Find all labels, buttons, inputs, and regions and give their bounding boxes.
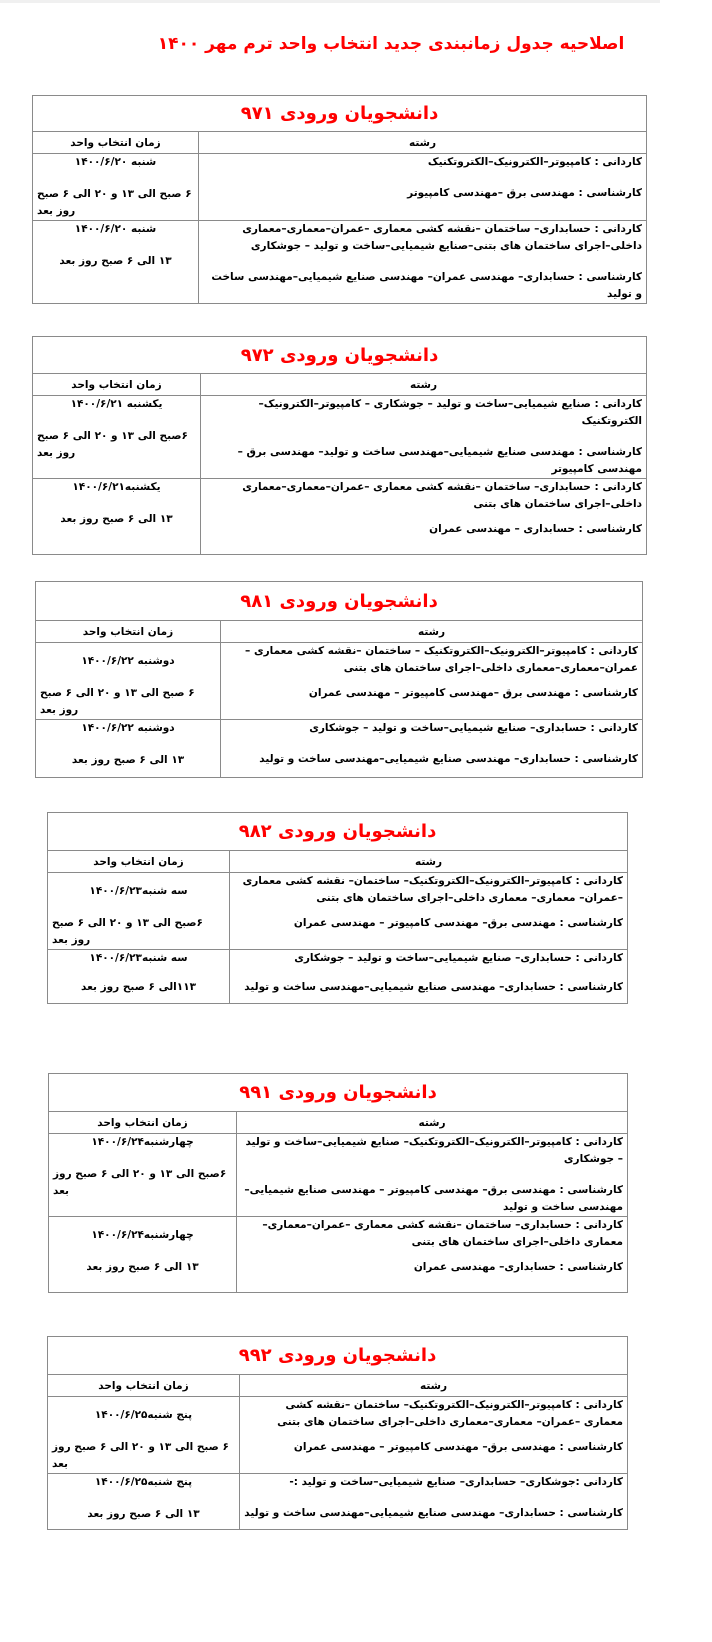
majors-cell <box>201 479 647 555</box>
top-rule <box>0 0 660 3</box>
document-title: اصلاحیه جدول زمانبندی جدید انتخاب واحد ترم مهر ۱۴۰۰ <box>157 34 625 54</box>
day-text: پنج شنبه۱۴۰۰/۶/۲۵ <box>94 1476 193 1488</box>
majors-cell <box>240 1474 628 1530</box>
hours-text: ۶ صبح الی ۱۳ و ۲۰ الی ۶ صبح روز بعد <box>40 687 195 716</box>
schedule-table-982 <box>47 812 628 1004</box>
majors-cell <box>199 221 647 304</box>
karshenasi-text: کارشناسی : مهندسی برق –مهندسی کامپیوتر <box>407 187 643 199</box>
majors-cell <box>199 154 647 221</box>
time-header: زمان انتخاب واحد <box>33 132 199 154</box>
table-row <box>33 396 647 479</box>
karshenasi-text: کارشناسی : حسابداری – مهندسی عمران <box>429 523 643 535</box>
hours-text: ۱۳ الی ۶ صبح روز بعد <box>87 1508 200 1520</box>
section-title: دانشجویان ورودی ۹۹۲ <box>48 1337 628 1375</box>
table-row <box>49 1134 628 1217</box>
day-text: شنبه ۱۴۰۰/۶/۲۰ <box>74 156 157 168</box>
day-text: چهارشنبه۱۴۰۰/۶/۲۴ <box>91 1136 194 1148</box>
section-title: دانشجویان ورودی ۹۷۱ <box>33 96 647 132</box>
kardani-text: کاردانی : کامپیوتر–الکترونیک–الکتروتکنیک– ساختمان –نقشه کشی معماری –عمران– معماری–معماری داخلی–اجرای ساختمان های بتنی <box>277 1399 624 1428</box>
time-cell <box>48 950 230 1004</box>
hours-text: ۶ صبح الی ۱۳ و ۲۰ الی ۶ صبح روز بعد <box>52 1441 229 1470</box>
major-header: رشته <box>237 1112 628 1134</box>
hours-text: ۱۳ الی ۶ صبح روز بعد <box>59 255 172 267</box>
time-header: زمان انتخاب واحد <box>49 1112 237 1134</box>
hours-text: ۶ صبح الی ۱۳ و ۲۰ الی ۶ صبح روز بعد <box>37 188 192 217</box>
major-header: رشته <box>199 132 647 154</box>
karshenasi-text: کارشناسی : حسابداری– مهندسی صنایع شیمیایی–مهندسی ساخت و تولید <box>259 753 639 765</box>
karshenasi-text: کارشناسی : حسابداری– مهندسی عمران– مهندسی صنایع شیمیایی–مهندسی ساخت و تولید <box>211 271 643 300</box>
time-cell <box>33 154 199 221</box>
schedule-table-992 <box>47 1336 628 1530</box>
kardani-text: کاردانی :جوشکاری– حسابداری– صنایع شیمیایی–ساخت و تولید :- <box>289 1476 624 1488</box>
table-row <box>36 643 643 720</box>
time-cell <box>49 1217 237 1293</box>
time-cell <box>48 1397 240 1474</box>
table-row <box>33 154 647 221</box>
schedule-table-971 <box>32 95 647 304</box>
section-title: دانشجویان ورودی ۹۸۲ <box>48 813 628 851</box>
schedule-table-981 <box>35 581 643 778</box>
time-cell <box>36 720 221 778</box>
table-row <box>33 479 647 555</box>
day-text: یکشنبه ۱۴۰۰/۶/۲۱ <box>70 398 163 410</box>
hours-text: ۱۳ الی ۶ صبح روز بعد <box>86 1261 199 1273</box>
table-row <box>48 1474 628 1530</box>
table-row <box>36 720 643 778</box>
time-header: زمان انتخاب واحد <box>33 374 201 396</box>
karshenasi-text: کارشناسی : حسابداری– مهندسی صنایع شیمیایی–مهندسی ساخت و تولید <box>244 981 624 993</box>
time-header: زمان انتخاب واحد <box>48 851 230 873</box>
major-header: رشته <box>230 851 628 873</box>
karshenasi-text: کارشناسی : مهندسی برق– مهندسی کامپیوتر – مهندسی صنایع شیمیایی–مهندسی ساخت و تولید <box>244 1184 624 1213</box>
section-title: دانشجویان ورودی ۹۸۱ <box>36 582 643 621</box>
hours-text: ۱۳ الی ۶ صبح روز بعد <box>60 513 173 525</box>
schedule-table-972 <box>32 336 647 555</box>
major-header: رشته <box>221 621 643 643</box>
kardani-text: کاردانی : کامپیوتر–الکترونیک–الکتروتکنیک– ساختمان– نقشه کشی معماری –عمران– معماری– معماری داخلی–اجرای ساختمان های بتنی <box>242 875 624 904</box>
major-header: رشته <box>240 1375 628 1397</box>
majors-cell <box>237 1217 628 1293</box>
majors-cell <box>240 1397 628 1474</box>
kardani-text: کاردانی : کامپیوتر–الکترونیک–الکتروتکنیک– صنایع شیمیایی–ساخت و تولید – جوشکاری <box>245 1136 624 1165</box>
major-header: رشته <box>201 374 647 396</box>
kardani-text: کاردانی : حسابداری– ساختمان –نقشه کشی معماری –عمران–معماری–معماری داخلی–اجرای ساختمان های بتنی <box>242 481 643 510</box>
hours-text: ۶صبح الی ۱۳ و ۲۰ الی ۶ صبح روز بعد <box>53 1168 227 1197</box>
hours-text: ۶صبح الی ۱۳ و ۲۰ الی ۶ صبح روز بعد <box>37 430 188 459</box>
karshenasi-text: کارشناسی : مهندسی برق –مهندسی کامپیوتر – مهندسی عمران <box>308 687 639 699</box>
majors-cell <box>221 720 643 778</box>
kardani-text: کاردانی : کامپیوتر–الکترونیک–الکتروتکنیک <box>427 156 643 168</box>
karshenasi-text: کارشناسی : مهندسی برق– مهندسی کامپیوتر – مهندسی عمران <box>293 917 624 929</box>
majors-cell <box>237 1134 628 1217</box>
time-cell <box>33 396 201 479</box>
day-text: شنبه ۱۴۰۰/۶/۲۰ <box>74 223 157 235</box>
schedule-table-991 <box>48 1073 628 1293</box>
table-row <box>48 950 628 1004</box>
time-cell <box>33 479 201 555</box>
time-cell <box>48 873 230 950</box>
table-row <box>33 221 647 304</box>
day-text: دوشنبه ۱۴۰۰/۶/۲۲ <box>81 722 175 734</box>
time-cell <box>33 221 199 304</box>
table-row <box>48 1397 628 1474</box>
hours-text: ۶صبح الی ۱۳ و ۲۰ الی ۶ صبح روز بعد <box>52 917 203 946</box>
time-cell <box>48 1474 240 1530</box>
day-text: چهارشنبه۱۴۰۰/۶/۲۴ <box>91 1229 194 1241</box>
section-title: دانشجویان ورودی ۹۹۱ <box>49 1074 628 1112</box>
majors-cell <box>201 396 647 479</box>
kardani-text: کاردانی : حسابداری– ساختمان –نقشه کشی معماری –عمران–معماری–معماری داخلی–اجرای ساختمان های بتنی–صنایع شیمیایی–ساخت و تولید – جوشکاری <box>242 223 643 252</box>
hours-text: ۱۳ الی ۶ صبح روز بعد <box>71 754 185 766</box>
day-text: یکشنبه۱۴۰۰/۶/۲۱ <box>72 481 161 493</box>
kardani-text: کاردانی : حسابداری– ساختمان –نقشه کشی معماری –عمران–معماری–معماری داخلی–اجرای ساختمان های بتنی <box>262 1219 624 1248</box>
karshenasi-text: کارشناسی : حسابداری– مهندسی عمران <box>413 1261 624 1273</box>
kardani-text: کاردانی : صنایع شیمیایی–ساخت و تولید – جوشکاری – کامپیوتر–الکترونیک–الکتروتکنیک <box>258 398 643 427</box>
day-text: سه شنبه۱۴۰۰/۶/۲۳ <box>89 952 188 964</box>
kardani-text: کاردانی : حسابداری– صنایع شیمیایی–ساخت و تولید – جوشکاری <box>294 952 624 964</box>
table-row <box>48 873 628 950</box>
kardani-text: کاردانی : کامپیوتر–الکترونیک–الکتروتکنیک – ساختمان –نقشه کشی معماری –عمران–معماری–معماری داخلی–اجرای ساختمان های بتنی <box>245 645 639 674</box>
day-text: سه شنبه۱۴۰۰/۶/۲۳ <box>89 885 188 897</box>
majors-cell <box>230 950 628 1004</box>
karshenasi-text: کارشناسی : مهندسی صنایع شیمیایی–مهندسی ساخت و تولید– مهندسی برق – مهندسی کامپیوتر <box>237 446 643 475</box>
time-header: زمان انتخاب واحد <box>48 1375 240 1397</box>
day-text: دوشنبه ۱۴۰۰/۶/۲۲ <box>81 655 175 667</box>
hours-text: ۱۱۳الی ۶ صبح روز بعد <box>81 981 197 993</box>
time-cell <box>49 1134 237 1217</box>
day-text: پنج شنبه۱۴۰۰/۶/۲۵ <box>94 1409 193 1421</box>
karshenasi-text: کارشناسی : مهندسی برق– مهندسی کامپیوتر – مهندسی عمران <box>293 1441 624 1453</box>
time-cell <box>36 643 221 720</box>
time-header: زمان انتخاب واحد <box>36 621 221 643</box>
majors-cell <box>221 643 643 720</box>
karshenasi-text: کارشناسی : حسابداری– مهندسی صنایع شیمیایی–مهندسی ساخت و تولید <box>244 1507 624 1519</box>
section-title: دانشجویان ورودی ۹۷۲ <box>33 337 647 374</box>
majors-cell <box>230 873 628 950</box>
kardani-text: کاردانی : حسابداری– صنایع شیمیایی–ساخت و تولید – جوشکاری <box>309 722 639 734</box>
table-row <box>49 1217 628 1293</box>
